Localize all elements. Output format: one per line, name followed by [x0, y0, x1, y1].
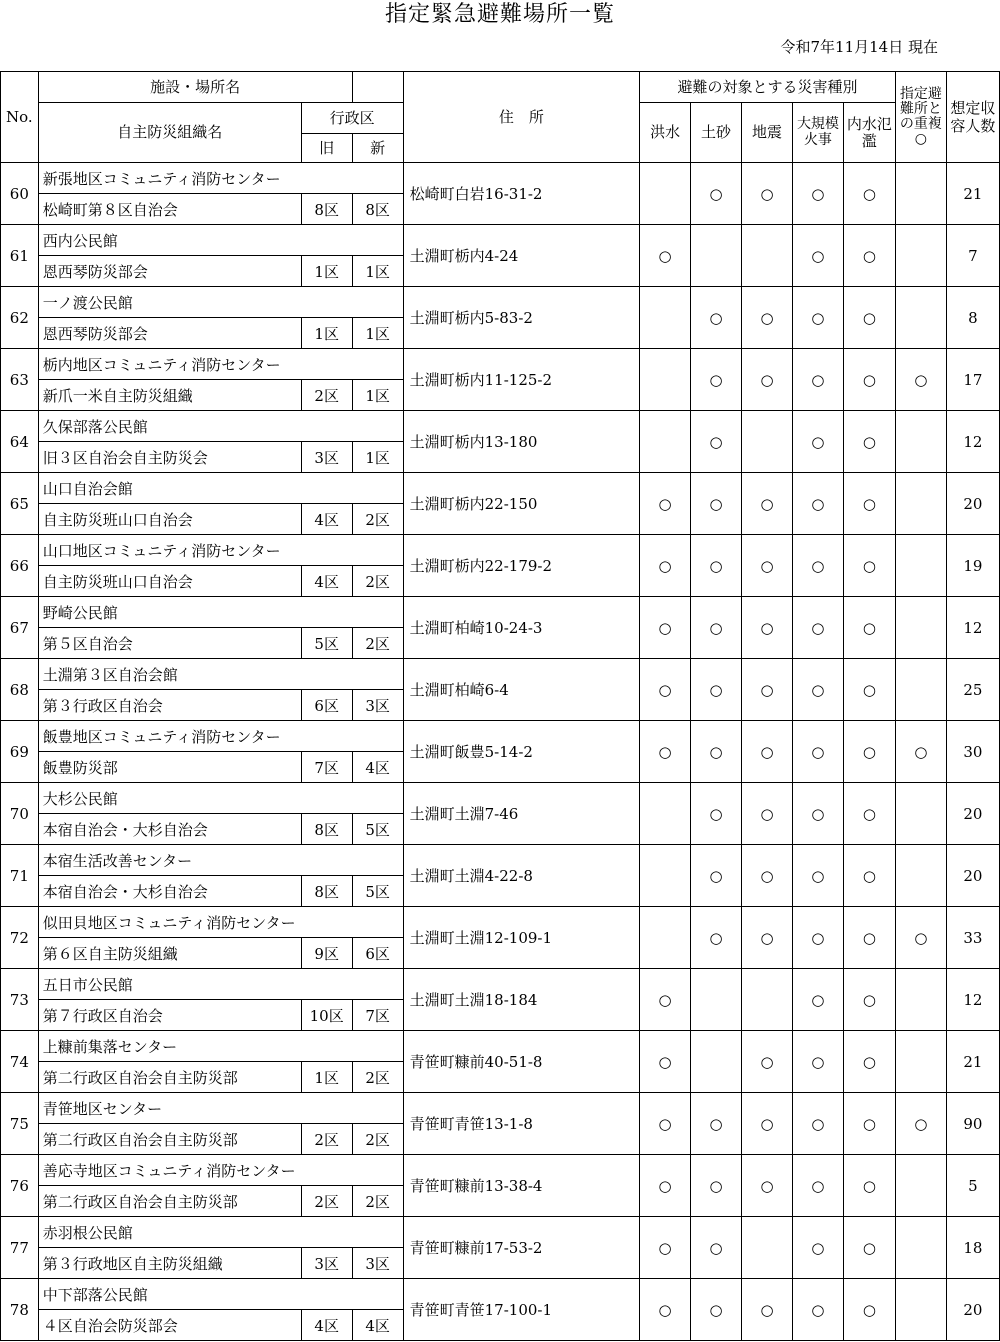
- district-new: 2区: [352, 628, 403, 659]
- table-row: [1, 225, 1000, 256]
- header-flood: 洪水: [640, 103, 691, 163]
- flood-mark: ○: [640, 721, 691, 783]
- district-new: 1区: [352, 442, 403, 473]
- flood-mark: [640, 783, 691, 845]
- inland-flood-mark: ○: [843, 287, 895, 349]
- header-earthquake: 地震: [742, 103, 793, 163]
- designated-overlap-mark: [895, 473, 946, 535]
- address: 土淵町栃内11-125-2: [403, 349, 639, 411]
- designated-overlap-mark: ○: [895, 349, 946, 411]
- facility-name: 飯豊地区コミュニティ消防センター: [38, 721, 403, 752]
- address: 土淵町土淵7-46: [403, 783, 639, 845]
- inland-flood-mark: ○: [843, 1217, 895, 1279]
- row-number: 69: [1, 721, 39, 783]
- large-fire-mark: ○: [792, 783, 843, 845]
- district-new: 1区: [352, 318, 403, 349]
- row-number: 75: [1, 1093, 39, 1155]
- flood-mark: [640, 349, 691, 411]
- address: 青笹町糠前17-53-2: [403, 1217, 639, 1279]
- large-fire-mark: ○: [792, 1155, 843, 1217]
- address: 土淵町栃内22-179-2: [403, 535, 639, 597]
- table-row: [1, 659, 1000, 690]
- landslide-mark: ○: [691, 907, 742, 969]
- large-fire-mark: ○: [792, 845, 843, 907]
- address: 土淵町柏崎10-24-3: [403, 597, 639, 659]
- table-row: [1, 349, 1000, 380]
- table-row: [1, 411, 1000, 442]
- district-new: 5区: [352, 814, 403, 845]
- row-number: 74: [1, 1031, 39, 1093]
- earthquake-mark: ○: [742, 1279, 793, 1341]
- landslide-mark: ○: [691, 845, 742, 907]
- address: 青笹町糠前13-38-4: [403, 1155, 639, 1217]
- landslide-mark: ○: [691, 597, 742, 659]
- inland-flood-mark: ○: [843, 845, 895, 907]
- district-new: 3区: [352, 1248, 403, 1279]
- capacity: 18: [946, 1217, 999, 1279]
- landslide-mark: ○: [691, 163, 742, 225]
- organization-name: 本宿自治会・大杉自治会: [38, 876, 301, 907]
- earthquake-mark: ○: [742, 783, 793, 845]
- designated-overlap-mark: [895, 845, 946, 907]
- capacity: 21: [946, 1031, 999, 1093]
- inland-flood-mark: ○: [843, 411, 895, 473]
- facility-name: 本宿生活改善センター: [38, 845, 403, 876]
- flood-mark: [640, 907, 691, 969]
- capacity: 20: [946, 1279, 999, 1341]
- facility-name: 似田貝地区コミュニティ消防センター: [38, 907, 403, 938]
- table-row: [1, 163, 1000, 194]
- row-number: 62: [1, 287, 39, 349]
- table-row: [1, 1093, 1000, 1124]
- earthquake-mark: ○: [742, 597, 793, 659]
- capacity: 12: [946, 597, 999, 659]
- header-old: 旧: [301, 134, 352, 163]
- designated-overlap-mark: [895, 163, 946, 225]
- header-new: 新: [352, 134, 403, 163]
- flood-mark: [640, 845, 691, 907]
- facility-name: 新張地区コミュニティ消防センター: [38, 163, 403, 194]
- facility-name: 善応寺地区コミュニティ消防センター: [38, 1155, 403, 1186]
- row-number: 60: [1, 163, 39, 225]
- designated-overlap-mark: [895, 1031, 946, 1093]
- large-fire-mark: ○: [792, 225, 843, 287]
- inland-flood-mark: ○: [843, 349, 895, 411]
- flood-mark: ○: [640, 1093, 691, 1155]
- district-new: 1区: [352, 256, 403, 287]
- capacity: 21: [946, 163, 999, 225]
- district-old: 4区: [301, 566, 352, 597]
- organization-name: 松崎町第８区自治会: [38, 194, 301, 225]
- organization-name: 第５区自治会: [38, 628, 301, 659]
- large-fire-mark: ○: [792, 163, 843, 225]
- district-new: 6区: [352, 938, 403, 969]
- table-row: [1, 1155, 1000, 1186]
- organization-name: 飯豊防災部: [38, 752, 301, 783]
- capacity: 30: [946, 721, 999, 783]
- inland-flood-mark: ○: [843, 1155, 895, 1217]
- landslide-mark: ○: [691, 535, 742, 597]
- flood-mark: ○: [640, 473, 691, 535]
- address: 松崎町白岩16-31-2: [403, 163, 639, 225]
- facility-name: 一ノ渡公民館: [38, 287, 403, 318]
- facility-name: 山口自治会館: [38, 473, 403, 504]
- large-fire-mark: ○: [792, 597, 843, 659]
- landslide-mark: ○: [691, 1279, 742, 1341]
- table-row: [1, 597, 1000, 628]
- row-number: 65: [1, 473, 39, 535]
- designated-overlap-mark: [895, 1155, 946, 1217]
- facility-name: 栃内地区コミュニティ消防センター: [38, 349, 403, 380]
- earthquake-mark: [742, 969, 793, 1031]
- district-new: 4区: [352, 1310, 403, 1341]
- flood-mark: ○: [640, 1031, 691, 1093]
- flood-mark: ○: [640, 535, 691, 597]
- inland-flood-mark: ○: [843, 473, 895, 535]
- large-fire-mark: ○: [792, 1279, 843, 1341]
- row-number: 78: [1, 1279, 39, 1341]
- large-fire-mark: ○: [792, 535, 843, 597]
- district-old: 10区: [301, 1000, 352, 1031]
- table-row: [1, 1217, 1000, 1248]
- header-landslide: 土砂: [691, 103, 742, 163]
- district-old: 7区: [301, 752, 352, 783]
- header-capacity: 想定収容人数: [946, 72, 999, 163]
- capacity: 12: [946, 411, 999, 473]
- organization-name: 旧３区自治会自主防災会: [38, 442, 301, 473]
- address: 土淵町栃内4-24: [403, 225, 639, 287]
- large-fire-mark: ○: [792, 1031, 843, 1093]
- table-row: [1, 473, 1000, 504]
- earthquake-mark: ○: [742, 535, 793, 597]
- facility-name: 久保部落公民館: [38, 411, 403, 442]
- designated-overlap-mark: [895, 659, 946, 721]
- district-new: 2区: [352, 1186, 403, 1217]
- table-row: [1, 1279, 1000, 1310]
- organization-name: 第二行政区自治会自主防災部: [38, 1124, 301, 1155]
- inland-flood-mark: ○: [843, 1279, 895, 1341]
- district-new: 2区: [352, 1124, 403, 1155]
- facility-name: 上糠前集落センター: [38, 1031, 403, 1062]
- address: 土淵町飯豊5-14-2: [403, 721, 639, 783]
- header-disaster-types: 避難の対象とする災害種別: [640, 72, 896, 103]
- designated-overlap-mark: [895, 411, 946, 473]
- large-fire-mark: ○: [792, 907, 843, 969]
- flood-mark: ○: [640, 597, 691, 659]
- capacity: 19: [946, 535, 999, 597]
- row-number: 67: [1, 597, 39, 659]
- table-row: [1, 783, 1000, 814]
- landslide-mark: ○: [691, 349, 742, 411]
- header-large-fire: 大規模火事: [792, 103, 843, 163]
- organization-name: 第３行政地区自主防災組織: [38, 1248, 301, 1279]
- organization-name: 自主防災班山口自治会: [38, 566, 301, 597]
- district-new: 2区: [352, 1062, 403, 1093]
- earthquake-mark: [742, 411, 793, 473]
- evacuation-site-table: [0, 71, 1000, 1341]
- organization-name: 第二行政区自治会自主防災部: [38, 1186, 301, 1217]
- inland-flood-mark: ○: [843, 1093, 895, 1155]
- inland-flood-mark: ○: [843, 783, 895, 845]
- address: 土淵町土淵18-184: [403, 969, 639, 1031]
- table-row: [1, 287, 1000, 318]
- inland-flood-mark: ○: [843, 969, 895, 1031]
- organization-name: 第７行政区自治会: [38, 1000, 301, 1031]
- header-row-1: [1, 72, 1000, 103]
- landslide-mark: ○: [691, 721, 742, 783]
- district-old: 8区: [301, 194, 352, 225]
- landslide-mark: ○: [691, 287, 742, 349]
- earthquake-mark: [742, 1217, 793, 1279]
- row-number: 71: [1, 845, 39, 907]
- document-title: 指定緊急避難場所一覧: [384, 2, 615, 27]
- large-fire-mark: ○: [792, 473, 843, 535]
- landslide-mark: [691, 225, 742, 287]
- capacity: 25: [946, 659, 999, 721]
- district-new: 4区: [352, 752, 403, 783]
- table-row: [1, 721, 1000, 752]
- district-old: 1区: [301, 256, 352, 287]
- district-old: 2区: [301, 1124, 352, 1155]
- facility-name: 野崎公民館: [38, 597, 403, 628]
- district-old: 3区: [301, 442, 352, 473]
- district-old: 4区: [301, 1310, 352, 1341]
- inland-flood-mark: ○: [843, 163, 895, 225]
- landslide-mark: ○: [691, 1155, 742, 1217]
- designated-overlap-mark: [895, 1279, 946, 1341]
- row-number: 66: [1, 535, 39, 597]
- earthquake-mark: ○: [742, 1031, 793, 1093]
- organization-name: 第６区自主防災組織: [38, 938, 301, 969]
- row-number: 61: [1, 225, 39, 287]
- earthquake-mark: ○: [742, 473, 793, 535]
- designated-overlap-mark: [895, 287, 946, 349]
- district-old: 1区: [301, 1062, 352, 1093]
- table-row: [1, 845, 1000, 876]
- district-old: 3区: [301, 1248, 352, 1279]
- address: 土淵町栃内5-83-2: [403, 287, 639, 349]
- large-fire-mark: ○: [792, 287, 843, 349]
- row-number: 64: [1, 411, 39, 473]
- large-fire-mark: ○: [792, 349, 843, 411]
- district-old: 4区: [301, 504, 352, 535]
- earthquake-mark: ○: [742, 907, 793, 969]
- flood-mark: ○: [640, 1155, 691, 1217]
- row-number: 72: [1, 907, 39, 969]
- facility-name: 赤羽根公民館: [38, 1217, 403, 1248]
- district-old: 8区: [301, 876, 352, 907]
- flood-mark: ○: [640, 1217, 691, 1279]
- flood-mark: ○: [640, 225, 691, 287]
- landslide-mark: ○: [691, 1217, 742, 1279]
- organization-name: 恩西琴防災部会: [38, 318, 301, 349]
- earthquake-mark: ○: [742, 163, 793, 225]
- address: 青笹町青笹17-100-1: [403, 1279, 639, 1341]
- organization-name: ４区自治会防災部会: [38, 1310, 301, 1341]
- landslide-mark: ○: [691, 411, 742, 473]
- designated-overlap-mark: [895, 535, 946, 597]
- inland-flood-mark: ○: [843, 225, 895, 287]
- earthquake-mark: ○: [742, 721, 793, 783]
- organization-name: 恩西琴防災部会: [38, 256, 301, 287]
- earthquake-mark: ○: [742, 845, 793, 907]
- flood-mark: [640, 287, 691, 349]
- landslide-mark: ○: [691, 659, 742, 721]
- large-fire-mark: ○: [792, 969, 843, 1031]
- capacity: 33: [946, 907, 999, 969]
- organization-name: 本宿自治会・大杉自治会: [38, 814, 301, 845]
- facility-name: 青笹地区センター: [38, 1093, 403, 1124]
- inland-flood-mark: ○: [843, 659, 895, 721]
- row-number: 77: [1, 1217, 39, 1279]
- facility-name: 西内公民館: [38, 225, 403, 256]
- district-new: 5区: [352, 876, 403, 907]
- address: 土淵町土淵12-109-1: [403, 907, 639, 969]
- designated-overlap-mark: [895, 597, 946, 659]
- designated-overlap-mark: ○: [895, 907, 946, 969]
- organization-name: 第二行政区自治会自主防災部: [38, 1062, 301, 1093]
- landslide-mark: ○: [691, 783, 742, 845]
- organization-name: 第３行政区自治会: [38, 690, 301, 721]
- address: 青笹町糠前40-51-8: [403, 1031, 639, 1093]
- address: 土淵町柏崎6-4: [403, 659, 639, 721]
- earthquake-mark: ○: [742, 1093, 793, 1155]
- address: 青笹町青笹13-1-8: [403, 1093, 639, 1155]
- landslide-mark: ○: [691, 1093, 742, 1155]
- inland-flood-mark: ○: [843, 1031, 895, 1093]
- facility-name: 土淵第３区自治会館: [38, 659, 403, 690]
- organization-name: 自主防災班山口自治会: [38, 504, 301, 535]
- capacity: 7: [946, 225, 999, 287]
- header-organization: 自主防災組織名: [38, 103, 301, 163]
- earthquake-mark: ○: [742, 349, 793, 411]
- flood-mark: [640, 163, 691, 225]
- landslide-mark: [691, 1031, 742, 1093]
- district-new: 2区: [352, 504, 403, 535]
- header-address: 住 所: [403, 72, 639, 163]
- designated-overlap-mark: [895, 783, 946, 845]
- designated-overlap-mark: [895, 225, 946, 287]
- inland-flood-mark: ○: [843, 535, 895, 597]
- inland-flood-mark: ○: [843, 721, 895, 783]
- capacity: 8: [946, 287, 999, 349]
- facility-name: 五日市公民館: [38, 969, 403, 1000]
- earthquake-mark: ○: [742, 1155, 793, 1217]
- large-fire-mark: ○: [792, 1217, 843, 1279]
- facility-name: 中下部落公民館: [38, 1279, 403, 1310]
- table-row: [1, 1031, 1000, 1062]
- designated-overlap-mark: [895, 969, 946, 1031]
- address: 土淵町栃内13-180: [403, 411, 639, 473]
- capacity: 90: [946, 1093, 999, 1155]
- earthquake-mark: [742, 225, 793, 287]
- flood-mark: ○: [640, 1279, 691, 1341]
- table-row: [1, 535, 1000, 566]
- district-new: 2区: [352, 566, 403, 597]
- header-facility: 施設・場所名: [38, 72, 352, 103]
- row-number: 70: [1, 783, 39, 845]
- designated-overlap-mark: [895, 1217, 946, 1279]
- large-fire-mark: ○: [792, 1093, 843, 1155]
- flood-mark: [640, 411, 691, 473]
- facility-name: 大杉公民館: [38, 783, 403, 814]
- designated-overlap-mark: ○: [895, 1093, 946, 1155]
- designated-overlap-mark: ○: [895, 721, 946, 783]
- earthquake-mark: ○: [742, 659, 793, 721]
- district-new: 3区: [352, 690, 403, 721]
- address: 土淵町土淵4-22-8: [403, 845, 639, 907]
- capacity: 20: [946, 783, 999, 845]
- district-new: 7区: [352, 1000, 403, 1031]
- large-fire-mark: ○: [792, 659, 843, 721]
- landslide-mark: [691, 969, 742, 1031]
- earthquake-mark: ○: [742, 287, 793, 349]
- district-old: 1区: [301, 318, 352, 349]
- row-number: 76: [1, 1155, 39, 1217]
- district-old: 2区: [301, 1186, 352, 1217]
- large-fire-mark: ○: [792, 721, 843, 783]
- header-no: No.: [1, 72, 39, 163]
- capacity: 20: [946, 845, 999, 907]
- as-of-date: 令和7年11月14日 現在: [780, 38, 938, 56]
- header-district: 行政区: [301, 103, 403, 134]
- district-old: 6区: [301, 690, 352, 721]
- inland-flood-mark: ○: [843, 907, 895, 969]
- district-new: 1区: [352, 380, 403, 411]
- flood-mark: ○: [640, 659, 691, 721]
- table-row: [1, 907, 1000, 938]
- flood-mark: ○: [640, 969, 691, 1031]
- header-designated-overlap: 指定避難所との重複○: [895, 72, 946, 163]
- table-row: [1, 969, 1000, 1000]
- capacity: 12: [946, 969, 999, 1031]
- landslide-mark: ○: [691, 473, 742, 535]
- district-old: 5区: [301, 628, 352, 659]
- district-old: 8区: [301, 814, 352, 845]
- capacity: 20: [946, 473, 999, 535]
- header-blank: [352, 72, 403, 103]
- header-inland-flood: 内水氾濫: [843, 103, 895, 163]
- row-number: 73: [1, 969, 39, 1031]
- capacity: 5: [946, 1155, 999, 1217]
- district-old: 9区: [301, 938, 352, 969]
- district-old: 2区: [301, 380, 352, 411]
- address: 土淵町栃内22-150: [403, 473, 639, 535]
- large-fire-mark: ○: [792, 411, 843, 473]
- inland-flood-mark: ○: [843, 597, 895, 659]
- row-number: 68: [1, 659, 39, 721]
- organization-name: 新爪一米自主防災組織: [38, 380, 301, 411]
- facility-name: 山口地区コミュニティ消防センター: [38, 535, 403, 566]
- district-new: 8区: [352, 194, 403, 225]
- row-number: 63: [1, 349, 39, 411]
- capacity: 17: [946, 349, 999, 411]
